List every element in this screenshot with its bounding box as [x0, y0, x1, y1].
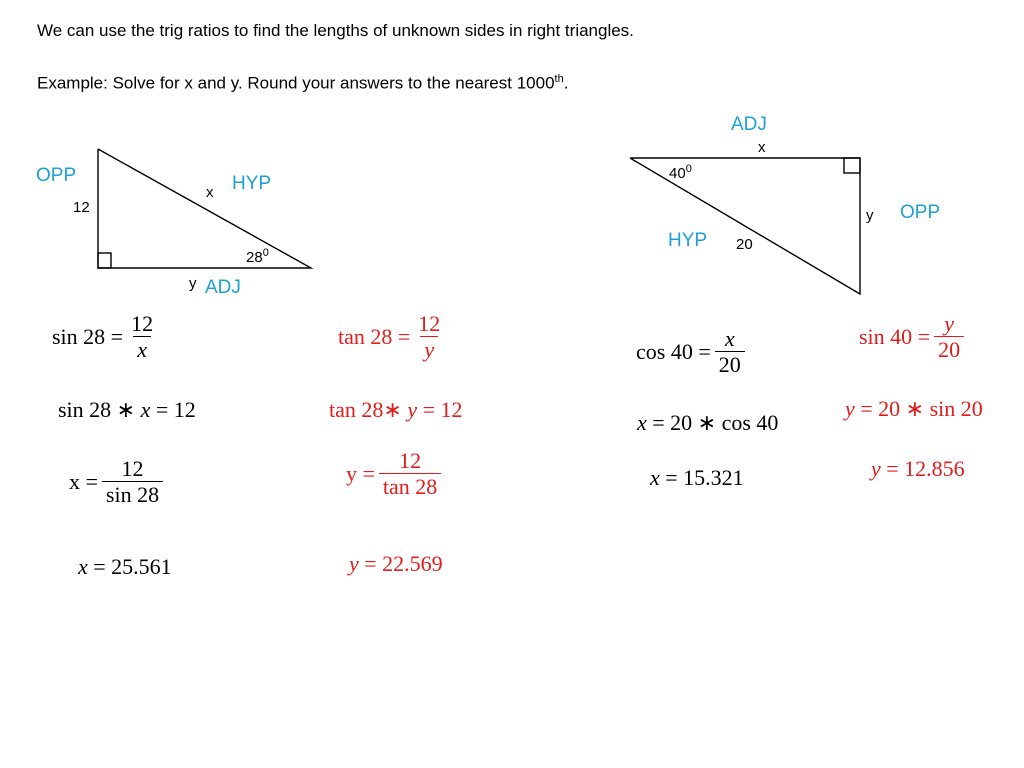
- fraction: [715, 327, 745, 376]
- t1-side-opp: 12: [73, 199, 90, 216]
- numerator: 12: [131, 311, 154, 336]
- eq-cos40-ratio: [636, 327, 749, 376]
- eq-sin40-ratio: [859, 312, 968, 361]
- eq-rhs: = 22.569: [358, 551, 443, 576]
- eq-y-equals-20sin20: [845, 396, 983, 422]
- fraction: [414, 312, 444, 361]
- eq-y-solve: [346, 449, 445, 498]
- eq-tan28-times-y: [329, 397, 463, 423]
- t2-side-adj: x: [758, 139, 766, 156]
- denominator: sin 28: [102, 481, 163, 506]
- triangle-2: [630, 158, 860, 294]
- eq-part: sin 28 ∗: [58, 397, 141, 422]
- eq-lhs: sin 40 =: [859, 323, 931, 349]
- t1-angle-value: 28: [246, 249, 263, 266]
- fraction: [934, 312, 964, 361]
- fraction: [379, 449, 441, 498]
- numerator: y: [944, 311, 954, 336]
- denominator: 20: [715, 351, 745, 376]
- t2-side-hyp: 20: [736, 236, 753, 253]
- eq-var: y: [407, 397, 418, 422]
- denominator: x: [133, 336, 151, 361]
- numerator: 12: [399, 448, 422, 473]
- eq-var: x: [637, 410, 647, 435]
- t2-opp-label: OPP: [900, 202, 941, 223]
- eq-rhs: = 20 ∗ cos 40: [646, 410, 779, 435]
- denominator: 20: [934, 336, 964, 361]
- eq-part: tan 28∗: [329, 397, 408, 422]
- t2-hyp-label: HYP: [668, 230, 708, 251]
- numerator: 12: [121, 456, 144, 481]
- eq-rhs: = 12.856: [880, 456, 965, 481]
- t2-adj-label: ADJ: [731, 114, 767, 135]
- intro-line-2-superscript: th: [554, 73, 564, 85]
- t1-opp-label: OPP: [36, 165, 77, 186]
- eq-sin28-ratio: [52, 312, 161, 361]
- eq-var: x: [140, 397, 151, 422]
- denominator: tan 28: [379, 473, 441, 498]
- t2-angle-degree: 0: [685, 163, 692, 175]
- eq-y-answer-2: [871, 456, 965, 482]
- eq-x-answer: [78, 554, 172, 580]
- triangle-1-right-angle-mark: [98, 253, 111, 268]
- intro-line-1: We can use the trig ratios to find the lengths of unknown sides in right triangles.: [37, 21, 634, 40]
- eq-lhs: y =: [346, 460, 375, 486]
- t1-angle-degree: 0: [262, 247, 269, 259]
- t1-hyp-label: HYP: [232, 173, 272, 194]
- intro-line-2-text: Example: Solve for x and y. Round your answers to the nearest 1000: [37, 73, 555, 93]
- eq-lhs: sin 28 =: [52, 323, 124, 349]
- eq-lhs: cos 40 =: [636, 338, 711, 364]
- eq-lhs: tan 28 =: [338, 323, 411, 349]
- eq-lhs: x =: [69, 468, 98, 494]
- eq-var: x: [78, 554, 88, 579]
- eq-var: x: [650, 465, 660, 490]
- eq-var: y: [871, 456, 881, 481]
- fraction: [102, 457, 163, 506]
- fraction: [127, 312, 157, 361]
- eq-tan28-ratio: [338, 312, 448, 361]
- t1-angle: [246, 247, 269, 266]
- eq-rhs: = 15.321: [659, 465, 744, 490]
- eq-y-answer: [349, 551, 443, 577]
- eq-x-equals-20cos40: [637, 410, 778, 436]
- denominator: y: [420, 336, 438, 361]
- t2-angle: [669, 163, 692, 182]
- triangle-2-right-angle-mark: [844, 158, 860, 173]
- numerator: 12: [418, 311, 441, 336]
- eq-var: y: [349, 551, 359, 576]
- t1-adj-label: ADJ: [205, 277, 241, 298]
- eq-var: y: [845, 396, 855, 421]
- intro-line-2-end: .: [563, 73, 569, 93]
- eq-rhs: = 12: [417, 397, 463, 422]
- eq-x-solve: [69, 457, 167, 506]
- numerator: x: [724, 326, 735, 351]
- t2-side-opp: y: [866, 207, 874, 224]
- eq-rhs: = 20 ∗ sin 20: [854, 396, 983, 421]
- t1-side-hyp: x: [206, 184, 214, 201]
- eq-sin28-times-x: [58, 397, 196, 423]
- t2-angle-value: 40: [669, 165, 686, 182]
- eq-x-answer-2: [650, 465, 744, 491]
- eq-rhs: = 25.561: [87, 554, 172, 579]
- eq-rhs: = 12: [150, 397, 196, 422]
- triangle-1: [98, 149, 311, 268]
- t1-side-adj: y: [189, 275, 197, 292]
